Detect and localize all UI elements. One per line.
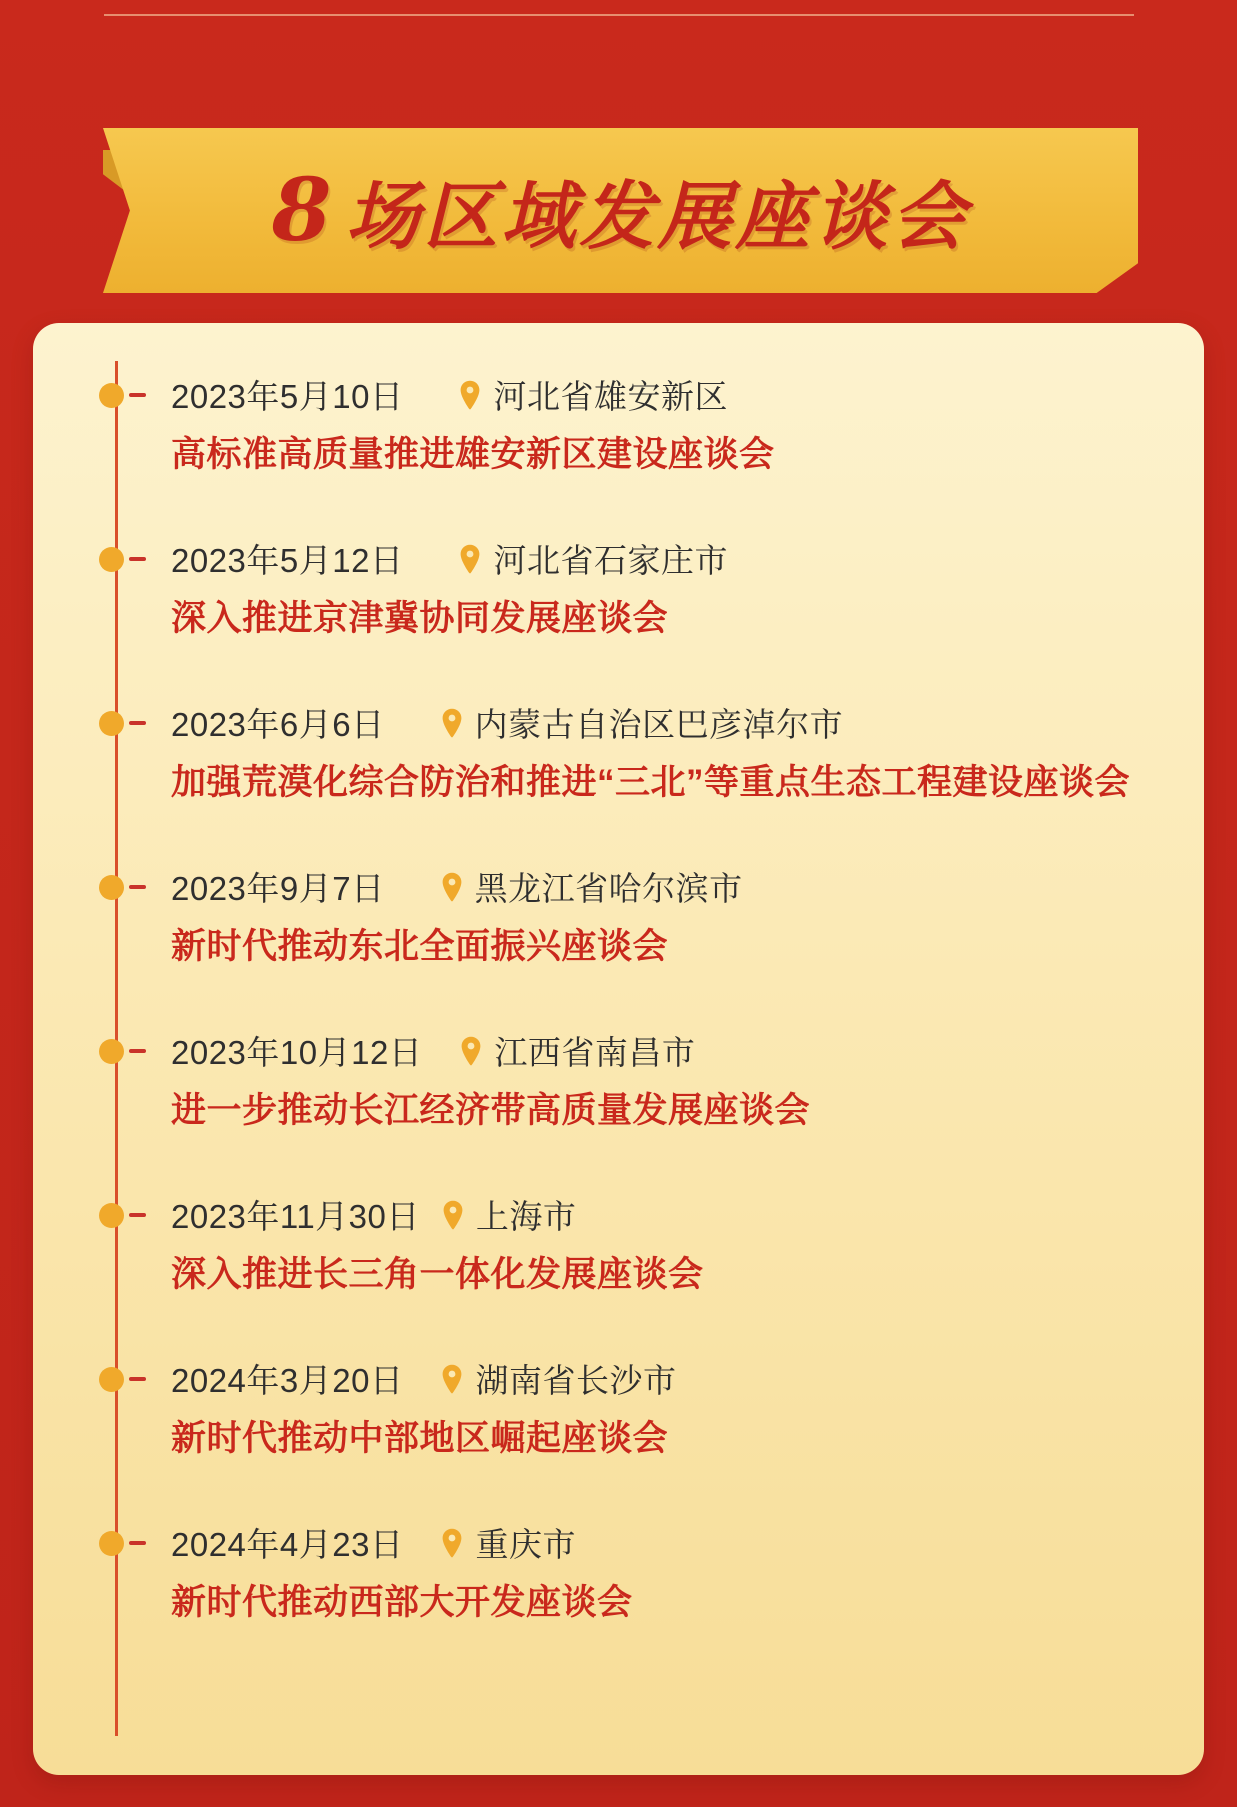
timeline-item (33, 1003, 1204, 1167)
map-pin-icon (441, 1364, 463, 1394)
banner-count: 8 (271, 160, 336, 261)
timeline-item (33, 1331, 1204, 1495)
timeline-dot (99, 547, 124, 572)
timeline-item-location: 河北省雄安新区 (493, 378, 728, 415)
timeline-item-meta (171, 699, 843, 746)
timeline-item-meta (171, 535, 728, 582)
timeline-item-date: 2024年3月20日 (171, 1362, 404, 1399)
timeline-item-date: 2023年6月6日 (171, 706, 385, 743)
section-banner (103, 128, 1138, 293)
timeline-dot (99, 1039, 124, 1064)
timeline-item (33, 1495, 1204, 1659)
timeline-item-meta (171, 1519, 576, 1566)
timeline-item-title: 新时代推动东北全面振兴座谈会 (171, 927, 669, 966)
map-pin-icon (459, 380, 481, 410)
timeline-item (33, 347, 1204, 511)
timeline-connector (129, 1049, 146, 1053)
map-pin-icon (442, 1200, 464, 1230)
timeline-item-date: 2023年10月12日 (171, 1034, 423, 1071)
map-pin-icon (441, 708, 463, 738)
timeline-connector (129, 1213, 146, 1217)
timeline-item-title: 新时代推动西部大开发座谈会 (171, 1583, 633, 1622)
timeline-dot (99, 1203, 124, 1228)
timeline-item-title: 进一步推动长江经济带高质量发展座谈会 (171, 1091, 811, 1130)
map-pin-icon (441, 1528, 463, 1558)
timeline-item-date: 2023年11月30日 (171, 1198, 420, 1235)
timeline-item-title: 深入推进京津冀协同发展座谈会 (171, 599, 669, 638)
timeline-item (33, 511, 1204, 675)
timeline-item-location: 重庆市 (475, 1526, 576, 1563)
top-divider (104, 14, 1134, 16)
timeline-item-date: 2023年9月7日 (171, 870, 385, 907)
timeline-item-meta (171, 1191, 576, 1238)
timeline-item-title: 新时代推动中部地区崛起座谈会 (171, 1419, 669, 1458)
timeline-item-meta (171, 1027, 695, 1074)
timeline-card (33, 323, 1204, 1775)
timeline-item-location: 上海市 (475, 1198, 577, 1235)
timeline-item-date: 2024年4月23日 (171, 1526, 404, 1563)
timeline-dot (99, 1531, 124, 1556)
timeline-item-location: 河北省石家庄市 (493, 542, 728, 579)
map-pin-icon (459, 544, 481, 574)
timeline-item-date: 2023年5月10日 (171, 378, 404, 415)
timeline-item-meta (171, 863, 743, 910)
timeline-dot (99, 1367, 124, 1392)
map-pin-icon (460, 1036, 482, 1066)
timeline-dot (99, 711, 124, 736)
timeline-connector (129, 885, 146, 889)
timeline-list (33, 323, 1204, 1659)
timeline-connector (129, 557, 146, 561)
timeline-dot (99, 383, 124, 408)
timeline-item-location: 内蒙古自治区巴彦淖尔市 (474, 706, 844, 743)
map-pin-icon (441, 872, 463, 902)
timeline-item-title: 高标准高质量推进雄安新区建设座谈会 (171, 435, 775, 474)
banner-heading (103, 128, 1138, 293)
timeline-item (33, 675, 1204, 839)
timeline-item-title: 加强荒漠化综合防治和推进“三北”等重点生态工程建设座谈会 (171, 763, 1131, 802)
timeline-item-location: 黑龙江省哈尔滨市 (474, 870, 743, 907)
timeline-item-location: 江西省南昌市 (494, 1034, 696, 1071)
timeline-dot (99, 875, 124, 900)
timeline-item-location: 湖南省长沙市 (475, 1362, 677, 1399)
banner-title-text: 场区域发展座谈会 (345, 173, 970, 260)
timeline-item-meta (171, 1355, 676, 1402)
timeline-item (33, 1167, 1204, 1331)
timeline-connector (129, 721, 146, 725)
timeline-connector (129, 393, 146, 397)
timeline-connector (129, 1541, 146, 1545)
timeline-connector (129, 1377, 146, 1381)
timeline-item-date: 2023年5月12日 (171, 542, 404, 579)
timeline-item-meta (171, 371, 728, 418)
timeline-item-title: 深入推进长三角一体化发展座谈会 (171, 1255, 704, 1294)
timeline-item (33, 839, 1204, 1003)
